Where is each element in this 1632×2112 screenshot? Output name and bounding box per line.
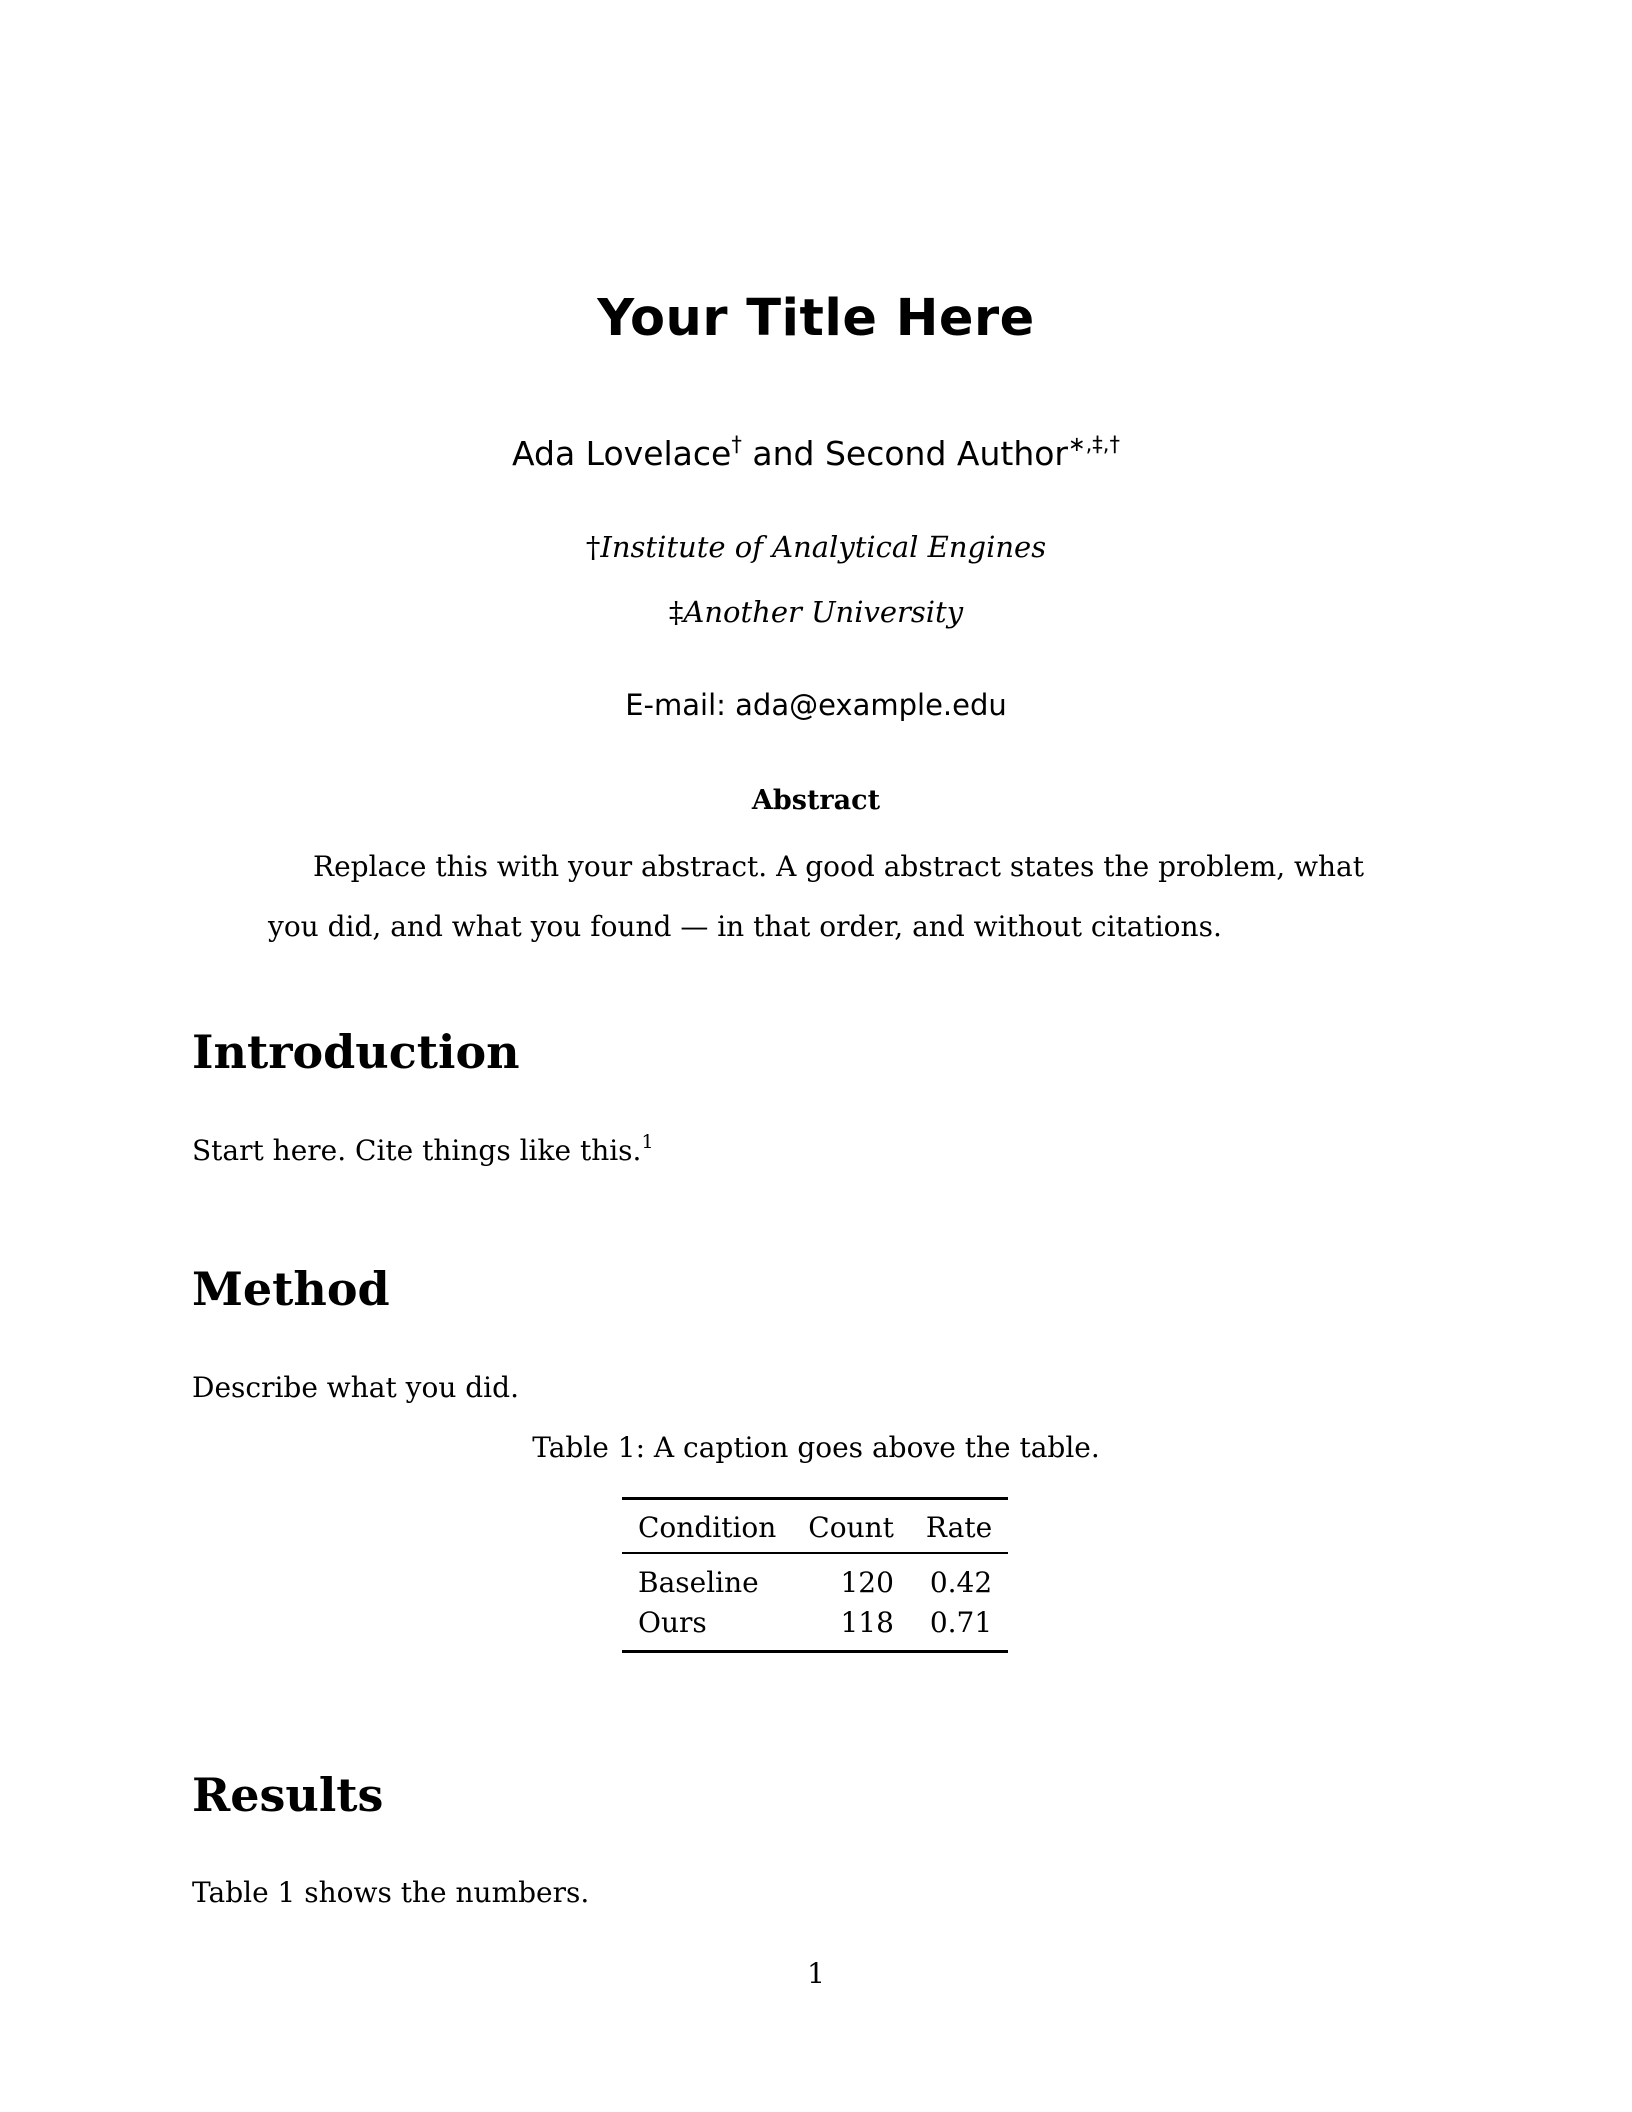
table-header-condition: Condition: [638, 1510, 777, 1544]
method-heading: Method: [192, 1262, 390, 1316]
paper-title: Your Title Here: [597, 289, 1035, 348]
table-header-count: Count: [808, 1510, 894, 1544]
table-cell-count: 120: [840, 1565, 894, 1599]
affiliation-1: [0, 530, 1632, 564]
table-row: [622, 1602, 1008, 1652]
affiliation-2-mark: ‡: [668, 595, 684, 629]
abstract-heading: Abstract: [751, 785, 881, 816]
introduction-heading: Introduction: [192, 1025, 520, 1079]
affiliation-2: [0, 595, 1632, 629]
author-connector: and: [752, 434, 815, 473]
affiliation-2-name: Another University: [683, 595, 964, 629]
author-2-name: Second Author: [824, 434, 1068, 473]
table-cell-rate: 0.42: [929, 1565, 993, 1599]
abstract-text: Replace this with your abstract. A good abstract states the problem, what you did, and what you found — in that order, and without citations.: [268, 850, 1364, 943]
table-cell-condition: Ours: [638, 1605, 707, 1639]
author-2-affiliation-marks: ∗,‡,†: [1068, 432, 1120, 456]
citation-marker: 1: [641, 1131, 654, 1153]
table-cell-count: 118: [840, 1605, 894, 1639]
method-paragraph: Describe what you did.: [192, 1371, 519, 1404]
table-caption: Table 1: A caption goes above the table.: [532, 1431, 1100, 1464]
email-address: ada@example.edu: [735, 688, 1007, 722]
affiliation-1-mark: †: [585, 530, 601, 564]
results-table-container: [622, 1497, 998, 1653]
email-label: E-mail:: [625, 688, 726, 722]
email-line: [0, 688, 1632, 722]
author-1-affiliation-marks: †: [731, 432, 742, 456]
table-header-row: [622, 1499, 1008, 1554]
table-header-rate: Rate: [925, 1510, 993, 1544]
affiliation-1-name: Institute of Analytical Engines: [600, 530, 1047, 564]
results-table: [622, 1497, 1008, 1653]
author-line: [0, 434, 1632, 473]
results-paragraph: Table 1 shows the numbers.: [192, 1876, 590, 1909]
results-heading: Results: [192, 1768, 384, 1822]
introduction-text: Start here. Cite things like this.: [192, 1134, 642, 1167]
page-number: 1: [807, 1957, 825, 1990]
table-cell-condition: Baseline: [638, 1565, 759, 1599]
table-row: [622, 1553, 1008, 1602]
table-cell-rate: 0.71: [929, 1605, 993, 1639]
introduction-paragraph: [192, 1131, 654, 1167]
author-1-name: Ada Lovelace: [512, 434, 732, 473]
